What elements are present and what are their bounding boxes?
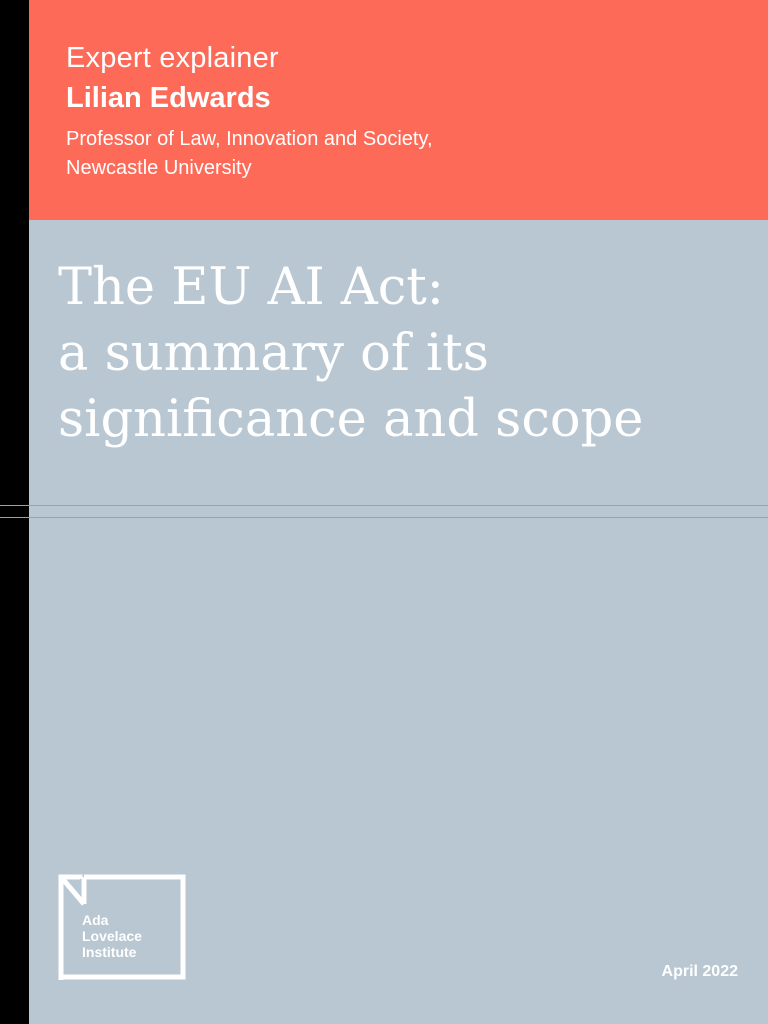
- author-name: Lilian Edwards: [66, 82, 271, 114]
- publisher-name-line: Ada: [82, 912, 109, 928]
- publisher-name-line: Institute: [82, 944, 137, 960]
- title-line: a summary of its: [58, 324, 489, 383]
- publication-date: April 2022: [661, 963, 738, 980]
- title-line: significance and scope: [58, 390, 644, 449]
- divider-rule: [0, 505, 768, 506]
- affiliation-line: Professor of Law, Innovation and Society,: [66, 128, 433, 150]
- publisher-name: [82, 912, 142, 960]
- title-line: The EU AI Act:: [58, 258, 444, 317]
- affiliation-line: Newcastle University: [66, 157, 252, 179]
- cover-spine: [0, 0, 29, 1024]
- author-affiliation: [66, 125, 566, 183]
- document-title: [58, 255, 738, 453]
- document-type-label: Expert explainer: [66, 42, 279, 74]
- divider-rule: [0, 517, 768, 518]
- publisher-name-line: Lovelace: [82, 928, 142, 944]
